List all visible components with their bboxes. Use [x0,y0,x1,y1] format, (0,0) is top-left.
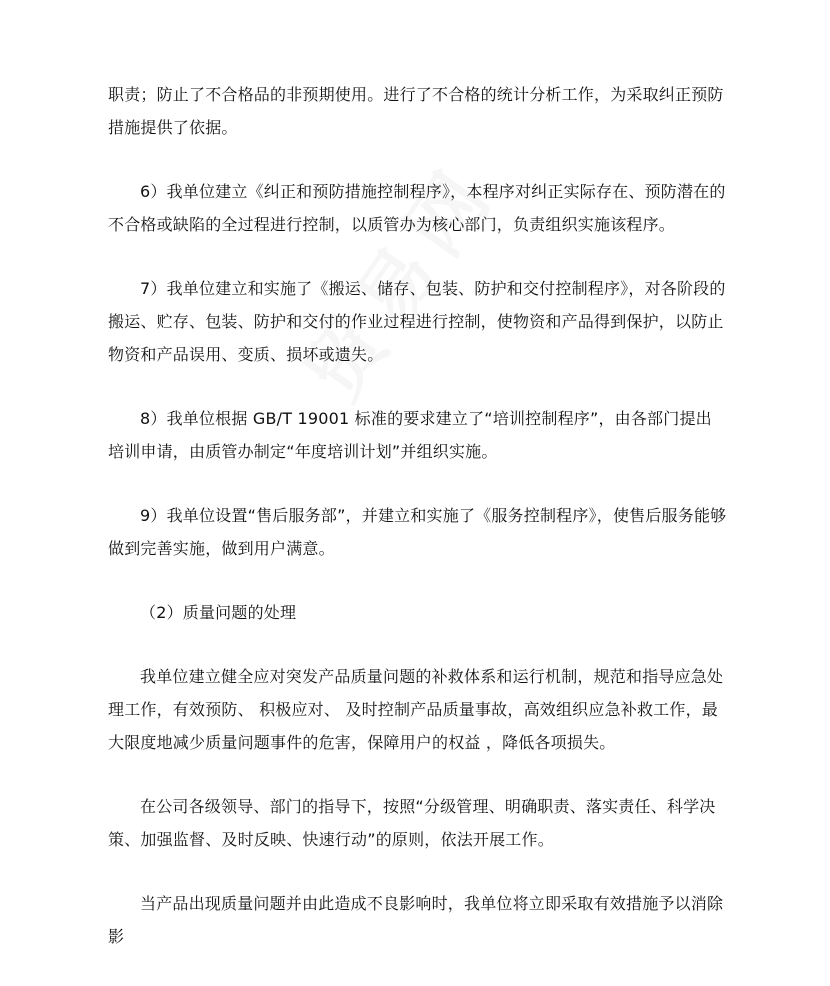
paragraph-item-6: 6）我单位建立《纠正和预防措施控制程序》，本程序对纠正实际存在、预防潜在的不合格或缺陷的全过程进行控制，以质管办为核心部门，负责组织实施该程序。 [108,182,726,234]
paragraph-quality-system: 我单位建立健全应对突发产品质量问题的补救体系和运行机制，规范和指导应急处理工作，有效预防、 积极应对、 及时控制产品质量事故，高效组织应急补救工作，最大限度地减少质量问题事件的危害，保障用户的权益 ，降低各项损失。 [108,667,724,752]
paragraph-item-8: 8）我单位根据 GB/T 19001 标准的要求建立了“培训控制程序”，由各部门提出培训申请，由质管办制定“年度培训计划”并组织实施。 [108,409,712,461]
paragraph-response: 当产品出现质量问题并由此造成不良影响时，我单位将立即采取有效措施予以消除影 [108,894,724,946]
paragraph-principles: 在公司各级领导、部门的指导下，按照“分级管理、明确职责、落实责任、科学决策、加强监督、及时反映、快速行动”的原则，依法开展工作。 [108,797,716,849]
paragraph-item-9: 9）我单位设置“售后服务部”，并建立和实施了《服务控制程序》，使售后服务能够做到完善实施，做到用户满意。 [108,506,727,558]
paragraph-item-7: 7）我单位建立和实施了《搬运、储存、包装、防护和交付控制程序》，对各阶段的搬运、贮存、包装、防护和交付的作业过程进行控制，使物资和产品得到保护，以防止物资和产品误用、变质、损坏或遗失。 [108,279,726,364]
document-body [108,78,728,984]
paragraph-1: 职责；防止了不合格品的非预期使用。进行了不合格的统计分析工作，为采取纠正预防措施提供了依据。 [108,85,724,137]
section-heading-quality-issues: （2）质量问题的处理 [140,603,297,622]
